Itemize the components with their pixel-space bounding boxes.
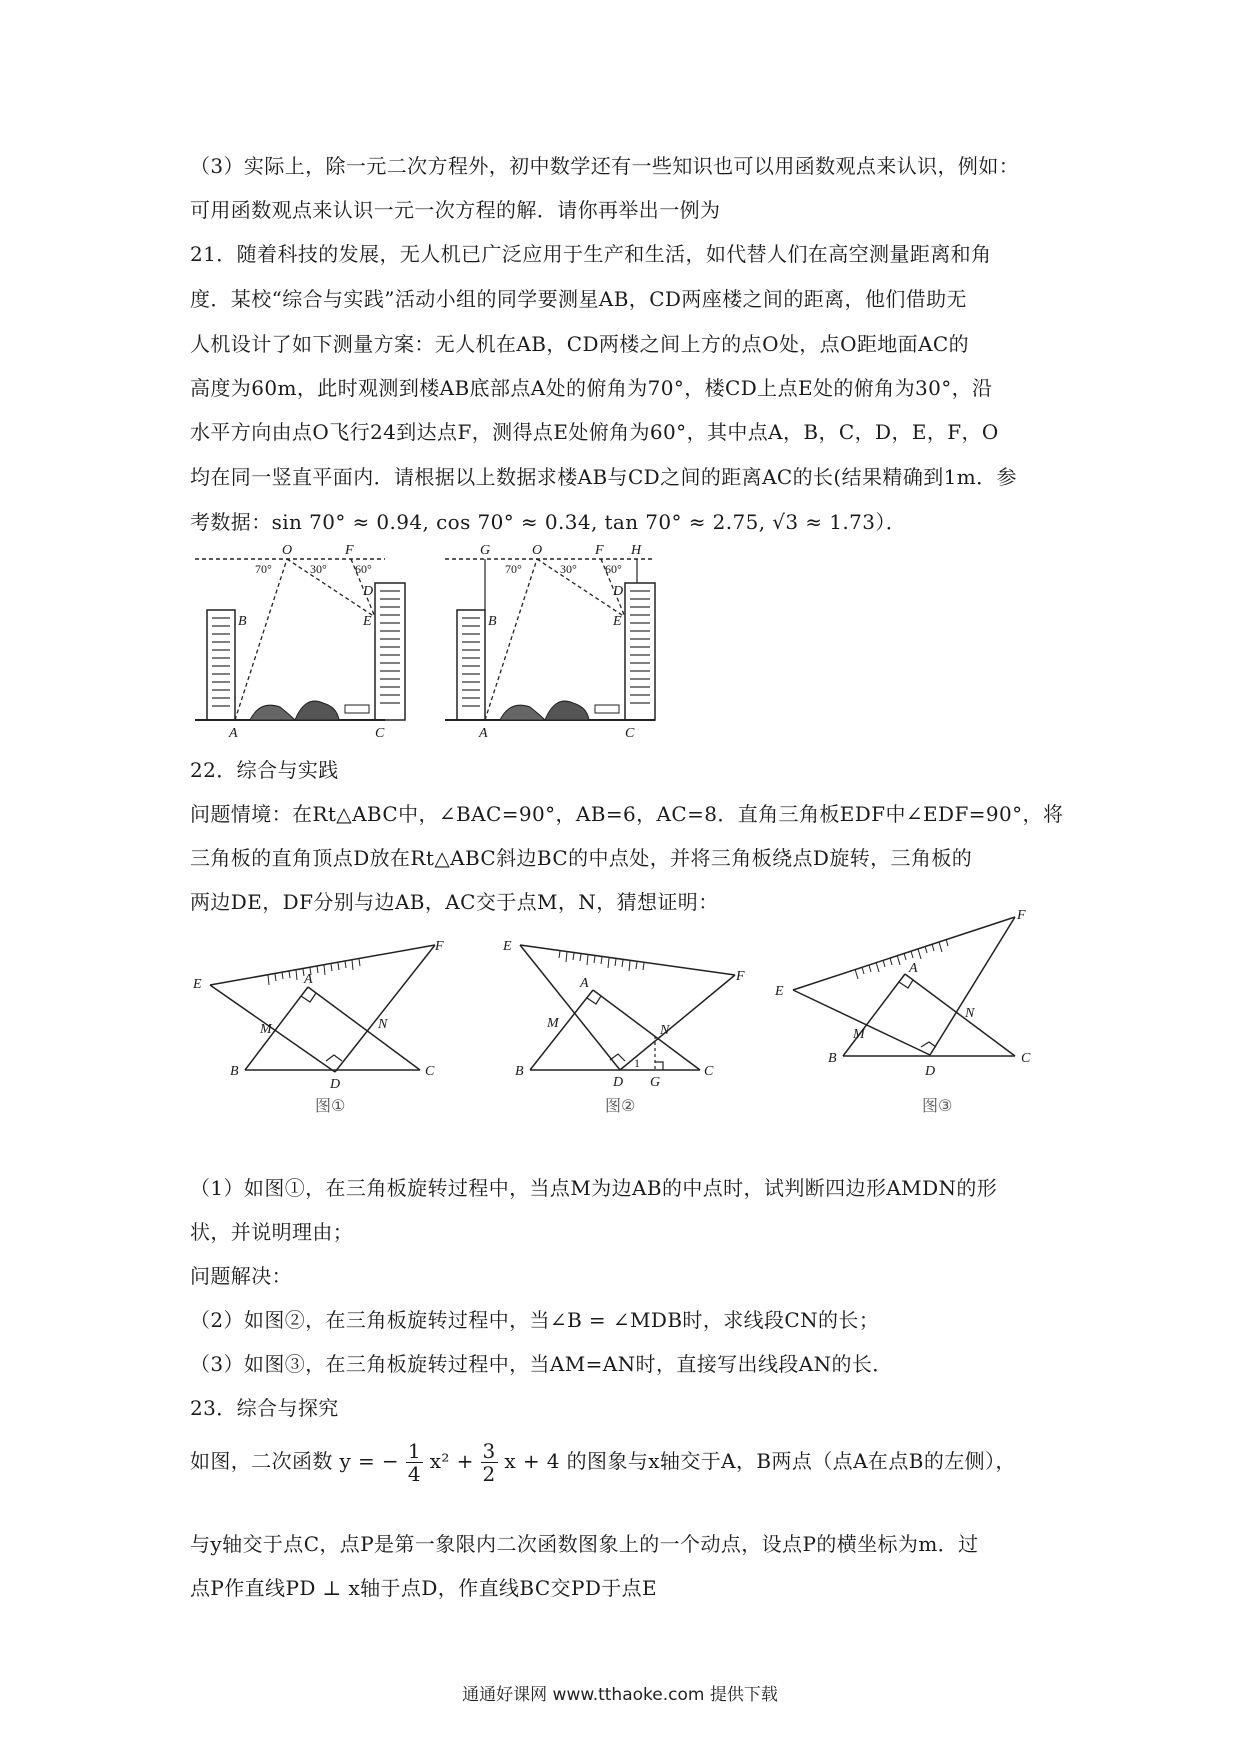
text-line: 可用函数观点来认识一元一次方程的解．请你再举出一例为: [190, 198, 721, 222]
text-line: （2）如图②，在三角板旋转过程中，当∠B = ∠MDB时，求线段CN的长；: [190, 1308, 880, 1332]
label-E: E: [363, 614, 372, 629]
text-line: （3）如图③，在三角板旋转过程中，当AM=AN时，直接写出线段AN的长．: [190, 1352, 893, 1376]
angle-70: 70°: [255, 562, 272, 576]
label-C: C: [1021, 1051, 1031, 1066]
angle-70: 70°: [505, 562, 522, 576]
fraction-3-2: $\frac{3}{2}$: [482, 1439, 496, 1486]
text-line: 均在同一竖直平面内．请根据以上数据求楼AB与CD之间的距离AC的长(结果精确到1m．参: [190, 465, 1017, 489]
text-line: （1）如图①，在三角板旋转过程中，当点M为边AB的中点时，试判断四边形AMDN的形: [190, 1176, 998, 1200]
label-A: A: [909, 961, 918, 976]
fraction-1-4: $\frac{1}{4}$: [407, 1439, 421, 1486]
label-B: B: [515, 1064, 524, 1079]
label-M: M: [853, 1027, 865, 1042]
question-22-heading: 22．综合与实践: [190, 758, 339, 782]
label-C: C: [425, 1064, 435, 1079]
label-O: O: [282, 543, 293, 558]
label-G: G: [650, 1075, 661, 1090]
label-C: C: [625, 726, 635, 741]
text-line: 两边DE，DF分别与边AB，AC交于点M，N，猜想证明：: [190, 890, 719, 914]
figure-caption-2: 图②: [605, 1096, 636, 1115]
label-E: E: [613, 614, 622, 629]
label-A: A: [479, 726, 488, 741]
formula-part: x² +: [429, 1449, 474, 1473]
label-D: D: [925, 1064, 936, 1079]
triangle-figure-2: [500, 930, 750, 1090]
figure-caption-3: 图③: [922, 1096, 953, 1115]
label-G: G: [480, 543, 491, 558]
text-line: 点P作直线PD ⊥ x轴于点D，作直线BC交PD于点E: [190, 1576, 658, 1600]
label-B: B: [488, 614, 497, 629]
label-A: A: [580, 976, 589, 991]
angle-30: 30°: [310, 562, 327, 576]
label-H: H: [631, 543, 642, 558]
triangle-figure-3: [775, 905, 1055, 1090]
label-B: B: [230, 1064, 239, 1079]
angle-60: 60°: [355, 562, 372, 576]
text-line: 度．某校“综合与实践”活动小组的同学要测星AB，CD两座楼之间的距离，他们借助无: [190, 287, 967, 311]
label-C: C: [704, 1064, 714, 1079]
label-E: E: [193, 977, 202, 992]
label-N: N: [378, 1017, 388, 1032]
label-D: D: [613, 584, 624, 599]
text-line: 问题解决：: [190, 1264, 292, 1288]
label-E: E: [503, 939, 512, 954]
formula-part: 如图，二次函数 y = −: [190, 1449, 400, 1473]
label-A: A: [229, 726, 238, 741]
label-F: F: [345, 543, 354, 558]
reference-data-line: 考数据：sin 70° ≈ 0.94, cos 70° ≈ 0.34, tan 70° ≈ 2.75, √3 ≈ 1.73）．: [190, 510, 907, 534]
label-D: D: [613, 1075, 624, 1090]
text-line: 与y轴交于点C，点P是第一象限内二次函数图象上的一个动点，设点P的横坐标为m．过: [190, 1532, 979, 1556]
text-line: 问题情境：在Rt△ABC中，∠BAC=90°，AB=6，AC=8．直角三角板EDF中∠EDF=90°，将: [190, 802, 1064, 826]
building-diagram-right: [445, 545, 675, 740]
label-F: F: [435, 939, 444, 954]
label-C: C: [375, 726, 385, 741]
label-E: E: [775, 984, 784, 999]
angle-60: 60°: [605, 562, 622, 576]
angle-1-label: 1: [634, 1056, 640, 1070]
label-M: M: [547, 1016, 559, 1031]
label-F: F: [595, 543, 604, 558]
label-N: N: [965, 1006, 975, 1021]
page-footer: 通通好课网 www.tthaoke.com 提供下载: [462, 1685, 778, 1705]
label-B: B: [238, 614, 247, 629]
text-line: 人机设计了如下测量方案：无人机在AB，CD两楼之间上方的点O处，点O距地面AC的: [190, 332, 970, 356]
label-F: F: [1017, 908, 1026, 923]
building-diagram-left: [195, 545, 415, 740]
label-O: O: [532, 543, 543, 558]
text-line: 三角板的直角顶点D放在Rt△ABC斜边BC的中点处，并将三角板绕点D旋转，三角板的: [190, 846, 973, 870]
question-21-heading: 21．随着科技的发展，无人机已广泛应用于生产和生活，如代替人们在高空测量距离和角: [190, 242, 992, 266]
label-M: M: [260, 1022, 272, 1037]
text-line: （3）实际上，除一元二次方程外，初中数学还有一些知识也可以用函数观点来认识，例如：: [190, 154, 1020, 178]
figure-caption-1: 图①: [315, 1096, 346, 1115]
text-line: 水平方向由点O飞行24到达点F，测得点E处俯角为60°，其中点A，B，C，D，E，F，O: [190, 420, 999, 444]
label-D: D: [363, 584, 374, 599]
formula-part: x + 4 的图象与x轴交于A，B两点（点A在点B的左侧），: [504, 1449, 1016, 1473]
angle-30: 30°: [560, 562, 577, 576]
triangle-figure-1: [190, 935, 444, 1092]
label-A: A: [304, 972, 313, 987]
label-F: F: [736, 969, 745, 984]
question-23-heading: 23．综合与探究: [190, 1396, 339, 1420]
formula-line: [190, 1440, 1016, 1485]
label-N: N: [660, 1023, 670, 1038]
label-D: D: [330, 1077, 341, 1092]
label-B: B: [828, 1051, 837, 1066]
text-line: 状，并说明理由；: [190, 1220, 354, 1244]
text-line: 高度为60m，此时观测到楼AB底部点A处的俯角为70°，楼CD上点E处的俯角为30°，沿: [190, 376, 993, 400]
